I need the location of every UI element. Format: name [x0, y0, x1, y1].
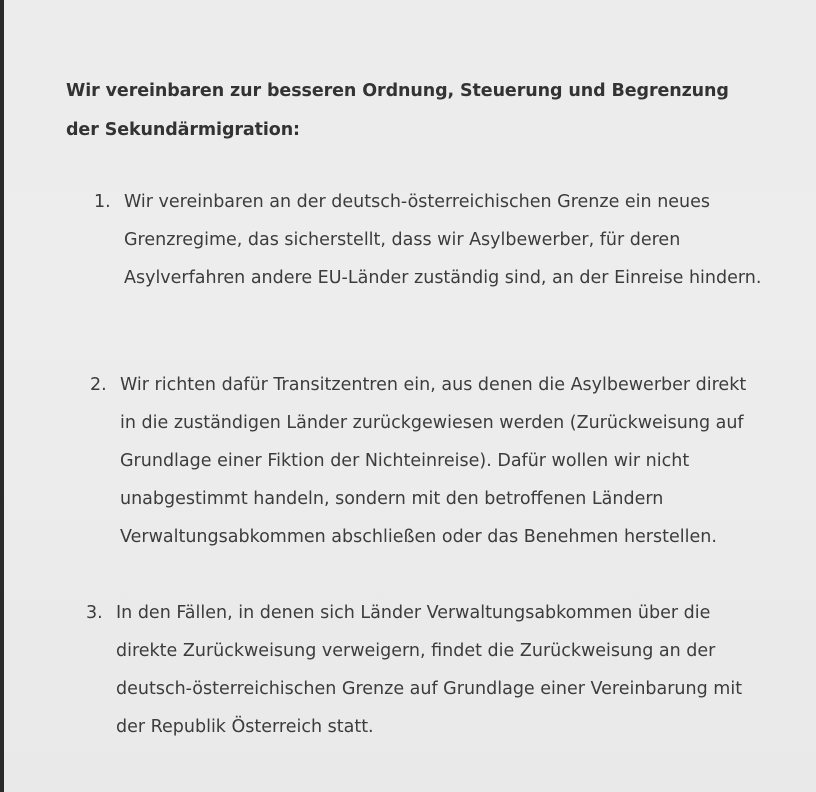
document-page: [4, 0, 816, 792]
list-item-text: Wir richten dafür Transitzentren ein, aus denen die Asylbewerber direkt in die zuständigen Länder zurückgewiesen werden (Zurückweisung auf Grundlage einer Fiktion der Nichteinreise). Dafür wollen wir nicht unabgestimmt handeln, sondern mit den betroffenen Ländern Verwaltungsabkommen abschließen oder das Benehmen herstellen.: [120, 375, 747, 547]
list-item-number: 2.: [90, 375, 107, 395]
list-item: [94, 183, 766, 297]
list-item-number: 3.: [86, 603, 103, 623]
list-item-text: Wir vereinbaren an der deutsch-österreichischen Grenze ein neues Grenzregime, das sicherstellt, dass wir Asylbewerber, für deren Asylverfahren andere EU-Länder zuständig sind, an der Einreise hindern.: [124, 192, 762, 288]
list-item-number: 1.: [94, 192, 111, 212]
list-item: [86, 594, 758, 746]
list-item: [90, 366, 762, 556]
list-item-text: In den Fällen, in denen sich Länder Verwaltungsabkommen über die direkte Zurückweisung verweigern, findet die Zurückweisung an der deutsch-österreichischen Grenze auf Grundlage einer Vereinbarung mit der Republik Österreich statt.: [116, 603, 743, 737]
document-heading: Wir vereinbaren zur besseren Ordnung, Steuerung und Begrenzung der Sekundärmigration:: [66, 81, 729, 140]
